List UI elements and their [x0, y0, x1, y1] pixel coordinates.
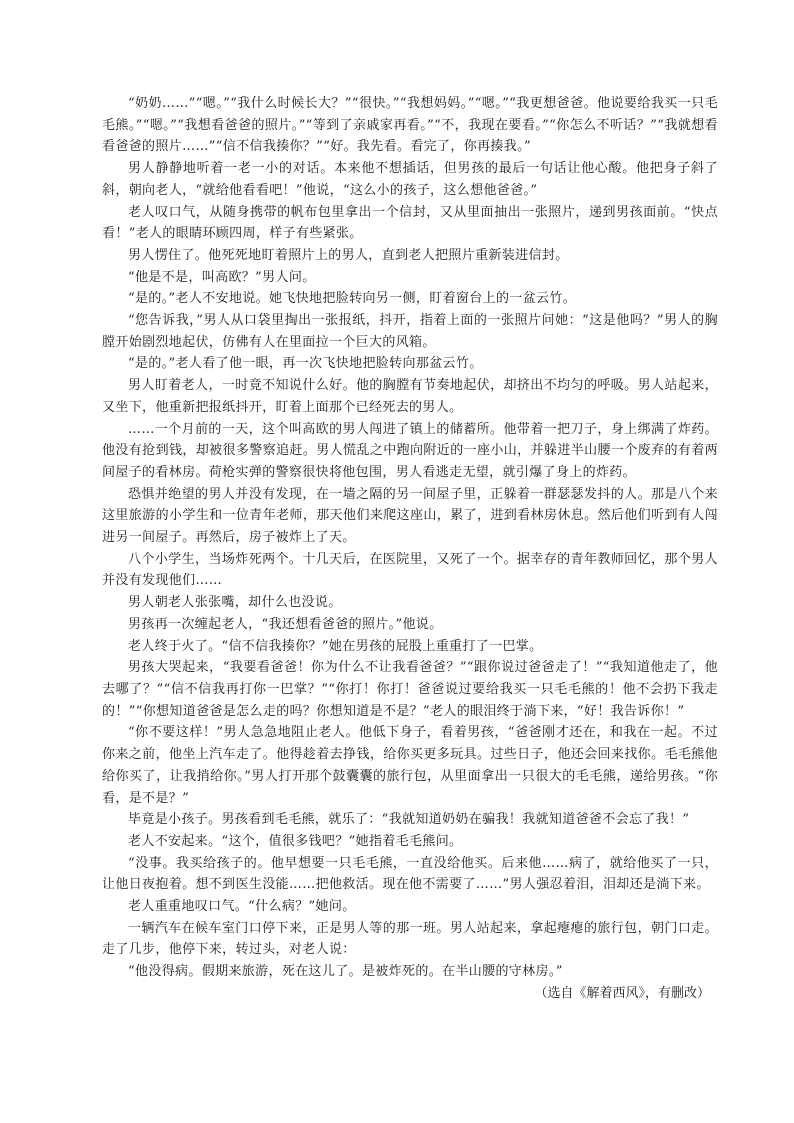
paragraph-8: “是的。”老人看了他一眼，再一次飞快地把脸转向那盆云竹。	[128, 356, 483, 372]
paragraph-11: 恐惧并绝望的男人并没有发现，在一墙之隔的另一间屋子里，正躲着一群瑟瑟发抖的人。那是八个来这里旅游的小学生和一位青年老师，那天他们来爬这座山，累了，进到看林房休息。然后他们听到有人闯进另一间屋子。再然后，房子被炸上了天。	[102, 486, 718, 546]
paragraph-16: 男孩大哭起来，“我要看爸爸！你为什么不让我看爸爸？”“跟你说过爸爸走了！”“我知道他走了，他去哪了？”“信不信我再打你一巴掌？”“你打！你打！爸爸说过要给我买一只毛毛熊的！他不会扔下我走的！”“你想知道爸爸是怎么走的吗？你想知道是不是？”老人的眼泪终于淌下来，“好！我告诉你！”	[102, 660, 718, 719]
paragraph-23: “他没得病。假期来旅游，死在这儿了。是被炸死的。在半山腰的守林房。”	[128, 964, 563, 980]
paragraph-10: ……一个月前的一天，这个叫高欧的男人闯进了镇上的储蓄所。他带着一把刀子，身上绑满了炸药。他没有抢到钱，却被很多警察追赶。男人慌乱之中跑向附近的一座小山，并躲进半山腰一个废弃的有着两间屋子的看林房。荷枪实弹的警察很快将他包围，男人看逃走无望，就引爆了身上的炸药。	[102, 421, 718, 480]
paragraph-1: “奶奶……”“嗯。”“我什么时候长大？”“很快。”“我想妈妈。”“嗯。”“我更想爸爸。他说要给我买一只毛毛熊。”“嗯。”“我想看爸爸的照片。”“等到了亲戚家再看。”“不，我现在要看。”“你怎么不听话？”“我就想看看爸爸的照片……”“信不信我揍你？”“好。我先看。看完了，你再揍我。”	[102, 96, 718, 155]
source-citation: （选自《解着西风》，有删改）	[534, 985, 710, 1001]
paragraph-3: 老人叹口气，从随身携带的帆布包里拿出一个信封，又从里面抽出一张照片，递到男孩面前。“快点看！”老人的眼睛环顾四周，样子有些紧张。	[102, 204, 718, 242]
document-page	[102, 93, 718, 1005]
paragraph-17: “你不要这样！”男人急急地阻止老人。他低下身子，看着男孩，“爸爸刚才还在，和我在一起。不过你来之前，他坐上汽车走了。他得趁着去挣钱，给你买更多玩具。过些日子，他还会回来找你。毛毛熊他给你买了，让我捎给你。”男人打开那个鼓囊囊的旅行包，从里面拿出一只很大的毛毛熊，递给男孩。“你看，是不是？”	[102, 725, 718, 806]
paragraph-20: “没事。我买给孩子的。他早想要一只毛毛熊，一直没给他买。后来他……病了，就给他买了一只，让他日夜抱着。想不到医生没能……把他救活。现在他不需要了……”男人强忍着泪，泪却还是淌下来。	[102, 855, 718, 893]
paragraph-18: 毕竟是小孩子。男孩看到毛毛熊，就乐了：“我就知道奶奶在骗我！我就知道爸爸不会忘了我！”	[128, 812, 690, 828]
paragraph-2: 男人静静地听着一老一小的对话。本来他不想插话，但男孩的最后一句话让他心酸。他把身子斜了斜，朝向老人，“就给他看看吧！”他说，“这么小的孩子，这么想他爸爸。”	[102, 161, 718, 198]
paragraph-19: 老人不安起来。“这个，值很多钱吧？”她指着毛毛熊问。	[128, 833, 463, 849]
paragraph-13: 男人朝老人张张嘴，却什么也没说。	[128, 595, 342, 611]
paragraph-5: “他是不是，叫高欧？”男人问。	[128, 269, 316, 285]
paragraph-12: 八个小学生，当场炸死两个。十几天后，在医院里，又死了一个。据幸存的青年教师回忆，那个男人并没有发现他们……	[102, 551, 718, 589]
paragraph-9: 男人盯着老人，一时竟不知说什么好。他的胸膛有节奏地起伏，却挤出不均匀的呼吸。男人站起来，又坐下，他重新把报纸抖开，盯着上面那个已经死去的男人。	[102, 378, 718, 415]
paragraph-6: “是的。”老人不安地说。她飞快地把脸转向另一侧，盯着窗台上的一盆云竹。	[128, 291, 577, 307]
paragraph-22: 一辆汽车在候车室门口停下来，正是男人等的那一班。男人站起来，拿起瘪瘪的旅行包，朝门口走。走了几步，他停下来，转过头，对老人说：	[102, 920, 718, 958]
paragraph-21: 老人重重地叹口气。“什么病？”她问。	[128, 899, 356, 915]
paragraph-14: 男孩再一次缠起老人，“我还想看爸爸的照片。”他说。	[128, 616, 443, 632]
paragraph-4: 男人愣住了。他死死地盯着照片上的男人，直到老人把照片重新装进信封。	[128, 247, 569, 263]
paragraph-7: “您告诉我，”男人从口袋里掏出一张报纸，抖开，指着上面的一张照片问她：“这是他吗？”男人的胸膛开始剧烈地起伏，仿佛有人在里面拉一个巨大的风箱。	[102, 313, 718, 350]
paragraph-15: 老人终于火了。“信不信我揍你？”她在男孩的屁股上重重打了一巴掌。	[128, 638, 543, 654]
